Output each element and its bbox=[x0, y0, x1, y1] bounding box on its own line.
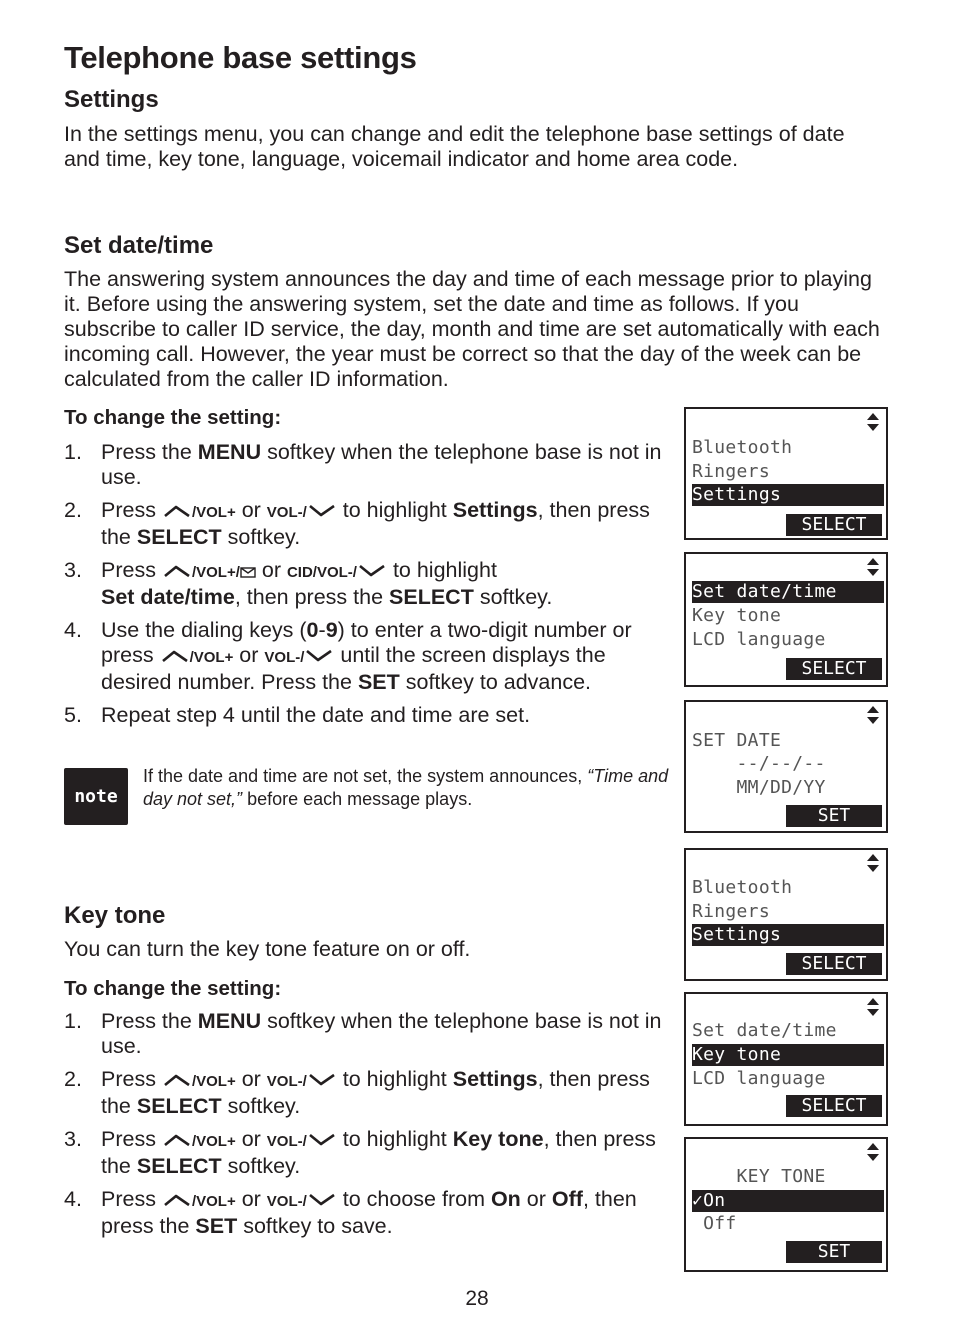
lcd-line-highlighted: Settings bbox=[692, 484, 884, 506]
lcd-line: Ringers bbox=[692, 901, 770, 922]
step bbox=[64, 1187, 674, 1239]
step-key: MENU bbox=[197, 1009, 262, 1033]
step-key: SELECT bbox=[136, 1094, 222, 1118]
step-text: , then press the bbox=[101, 1127, 656, 1178]
lcd-line: Set date/time bbox=[692, 1020, 837, 1041]
scroll-updown-icon bbox=[866, 1142, 880, 1162]
lcd-screen bbox=[684, 992, 888, 1126]
step-number: 3. bbox=[64, 1127, 82, 1151]
lcd-line: Bluetooth bbox=[692, 437, 793, 458]
up-arrow-icon bbox=[163, 564, 191, 578]
lcd-screen bbox=[684, 552, 888, 687]
step bbox=[64, 1009, 674, 1059]
step bbox=[64, 558, 674, 610]
lcd-line: --/--/-- bbox=[692, 753, 826, 774]
step-text: or bbox=[520, 1187, 552, 1211]
set-date-time-heading: Set date/time bbox=[64, 232, 214, 259]
note-text bbox=[143, 765, 683, 811]
step-key: SELECT bbox=[136, 1154, 222, 1178]
step-text: , then press the bbox=[101, 498, 650, 549]
step-text: , then press the bbox=[234, 585, 390, 609]
lcd-line: LCD language bbox=[692, 629, 826, 650]
step-text: Use the dialing keys ( bbox=[101, 618, 307, 642]
lcd-screen bbox=[684, 700, 888, 833]
step-key: Settings bbox=[452, 498, 538, 522]
lcd-softkey: SET bbox=[786, 1241, 882, 1263]
lcd-line-highlighted: Set date/time bbox=[692, 581, 884, 603]
step-key: Set date/time bbox=[101, 585, 235, 609]
lcd-line: LCD language bbox=[692, 1068, 826, 1089]
step-text: or bbox=[235, 498, 267, 522]
vol-plus-key: /VOL+/ bbox=[191, 564, 240, 581]
lcd-line: MM/DD/YY bbox=[692, 777, 826, 798]
up-arrow-icon bbox=[163, 1073, 191, 1087]
set-date-time-subheading: To change the setting: bbox=[64, 406, 282, 429]
lcd-line-highlighted: ✓On bbox=[692, 1190, 884, 1212]
step-number: 3. bbox=[64, 558, 82, 582]
step-text: or bbox=[233, 643, 265, 667]
step-key: Off bbox=[551, 1187, 583, 1211]
step-text: softkey when the telephone base is not in use. bbox=[101, 440, 662, 489]
step-text: softkey. bbox=[473, 585, 553, 609]
key-tone-heading: Key tone bbox=[64, 902, 166, 929]
down-arrow-icon bbox=[308, 1193, 336, 1207]
step-text: softkey. bbox=[221, 1094, 301, 1118]
step-number: 2. bbox=[64, 498, 82, 522]
key-tone-subheading: To change the setting: bbox=[64, 977, 282, 1000]
down-arrow-icon bbox=[308, 504, 336, 518]
down-arrow-icon bbox=[358, 564, 386, 578]
note-badge: note bbox=[64, 768, 128, 825]
step-number: 4. bbox=[64, 1187, 82, 1211]
step-text: Press bbox=[101, 1127, 156, 1151]
step-key: 9 bbox=[325, 618, 338, 642]
caller-id-icon bbox=[240, 565, 256, 579]
lcd-line: KEY TONE bbox=[692, 1166, 826, 1187]
down-arrow-icon bbox=[308, 1073, 336, 1087]
step-number: 2. bbox=[64, 1067, 82, 1091]
step-text: softkey to save. bbox=[237, 1214, 393, 1238]
step-number: 4. bbox=[64, 618, 82, 642]
vol-minus-key: VOL-/ bbox=[264, 649, 305, 666]
vol-minus-key: VOL-/ bbox=[266, 504, 307, 521]
vol-minus-key: VOL-/ bbox=[266, 1073, 307, 1090]
vol-plus-key: /VOL+ bbox=[189, 649, 234, 666]
step-text: Press bbox=[101, 1187, 156, 1211]
set-date-time-steps bbox=[64, 440, 674, 736]
key-tone-steps bbox=[64, 1009, 674, 1247]
up-arrow-icon bbox=[163, 1193, 191, 1207]
vol-minus-key: VOL-/ bbox=[266, 1133, 307, 1150]
up-arrow-icon bbox=[163, 504, 191, 518]
step-text: to highlight bbox=[336, 1067, 453, 1091]
step-text: to highlight bbox=[336, 1127, 453, 1151]
lcd-softkey: SET bbox=[786, 805, 882, 827]
step-text: or bbox=[235, 1127, 267, 1151]
step-text: softkey. bbox=[221, 1154, 301, 1178]
step-text: - bbox=[318, 618, 326, 642]
down-arrow-icon bbox=[305, 649, 333, 663]
step-text: Press bbox=[101, 558, 156, 582]
note-text-part: If the date and time are not set, the system announces, bbox=[143, 766, 588, 786]
step-text: softkey when the telephone base is not in use. bbox=[101, 1009, 662, 1058]
lcd-softkey: SELECT bbox=[786, 658, 882, 680]
step-number: 1. bbox=[64, 440, 82, 464]
scroll-updown-icon bbox=[866, 557, 880, 577]
step-key: On bbox=[490, 1187, 521, 1211]
cid-vol-minus-key: CID/VOL-/ bbox=[286, 564, 357, 581]
set-date-time-body: The answering system announces the day and time of each message prior to playing it. Before using the answering system, set the date and time as follows. If you subscribe to caller ID service, the day, month and time are set automatically with each incoming call. However, the year must be correct so that the day of the week can be calculated from the caller ID information. bbox=[64, 267, 880, 391]
settings-heading: Settings bbox=[64, 86, 159, 113]
page-number: 28 bbox=[465, 1287, 489, 1310]
step-text: or bbox=[235, 1187, 267, 1211]
step bbox=[64, 618, 674, 695]
step-text: ) to enter a two-digit number or press bbox=[101, 618, 632, 667]
step-text: to choose from bbox=[336, 1187, 491, 1211]
up-arrow-icon bbox=[163, 1133, 191, 1147]
lcd-softkey: SELECT bbox=[786, 1095, 882, 1117]
step-text: , then press the bbox=[101, 1067, 650, 1118]
step-key: SELECT bbox=[389, 585, 474, 609]
step-text: until the screen displays the desired number. Press the bbox=[101, 643, 606, 694]
down-arrow-icon bbox=[308, 1133, 336, 1147]
vol-plus-key: /VOL+ bbox=[191, 1073, 236, 1090]
note-text-part: before each message plays. bbox=[242, 789, 473, 809]
vol-plus-key: /VOL+ bbox=[191, 1193, 236, 1210]
lcd-screen bbox=[684, 848, 888, 981]
step-key: SET bbox=[195, 1214, 238, 1238]
lcd-line: SET DATE bbox=[692, 730, 782, 751]
page-title: Telephone base settings bbox=[64, 40, 417, 75]
lcd-screen bbox=[684, 407, 888, 540]
lcd-line: Off bbox=[692, 1213, 737, 1234]
key-tone-body: You can turn the key tone feature on or off. bbox=[64, 937, 471, 961]
step-text: Press bbox=[101, 1067, 156, 1091]
vol-plus-key: /VOL+ bbox=[191, 504, 236, 521]
step-text: softkey to advance. bbox=[399, 670, 592, 694]
vol-minus-key: VOL-/ bbox=[266, 1193, 307, 1210]
step bbox=[64, 440, 674, 490]
step bbox=[64, 498, 674, 550]
step bbox=[64, 1067, 674, 1119]
step bbox=[64, 1127, 674, 1179]
lcd-line: Key tone bbox=[692, 605, 782, 626]
step-text: Repeat step 4 until the date and time are set. bbox=[101, 703, 531, 727]
settings-body: In the settings menu, you can change and edit the telephone base settings of date and time, key tone, language, voicemail indicator and home area code. bbox=[64, 122, 845, 171]
step-text: Press the bbox=[101, 440, 198, 464]
vol-plus-key: /VOL+ bbox=[191, 1133, 236, 1150]
step-text: or bbox=[235, 1067, 267, 1091]
up-arrow-icon bbox=[161, 649, 189, 663]
lcd-screen bbox=[684, 1137, 888, 1272]
step-text: to highlight bbox=[386, 558, 497, 582]
step-key: MENU bbox=[197, 440, 262, 464]
step-text: to highlight bbox=[336, 498, 453, 522]
scroll-updown-icon bbox=[866, 997, 880, 1017]
lcd-line: Bluetooth bbox=[692, 877, 793, 898]
step-text: Press bbox=[101, 498, 156, 522]
step-text: or bbox=[255, 558, 287, 582]
lcd-line-highlighted: Settings bbox=[692, 924, 884, 946]
step-key: Settings bbox=[452, 1067, 538, 1091]
step-text: softkey. bbox=[221, 525, 301, 549]
step-number: 1. bbox=[64, 1009, 82, 1033]
step-text: Press the bbox=[101, 1009, 198, 1033]
scroll-updown-icon bbox=[866, 853, 880, 873]
step-number: 5. bbox=[64, 703, 82, 727]
lcd-line: Ringers bbox=[692, 461, 770, 482]
step-key: SET bbox=[357, 670, 400, 694]
step-key: Key tone bbox=[452, 1127, 544, 1151]
scroll-updown-icon bbox=[866, 705, 880, 725]
scroll-updown-icon bbox=[866, 412, 880, 432]
lcd-softkey: SELECT bbox=[786, 514, 882, 536]
step-key: SELECT bbox=[136, 525, 222, 549]
step-text: , then press the bbox=[101, 1187, 637, 1238]
lcd-softkey: SELECT bbox=[786, 953, 882, 975]
lcd-line-highlighted: Key tone bbox=[692, 1044, 884, 1066]
step-key: 0 bbox=[306, 618, 319, 642]
note-text-italic: “Time and day not set,” bbox=[143, 766, 669, 809]
step bbox=[64, 703, 674, 728]
